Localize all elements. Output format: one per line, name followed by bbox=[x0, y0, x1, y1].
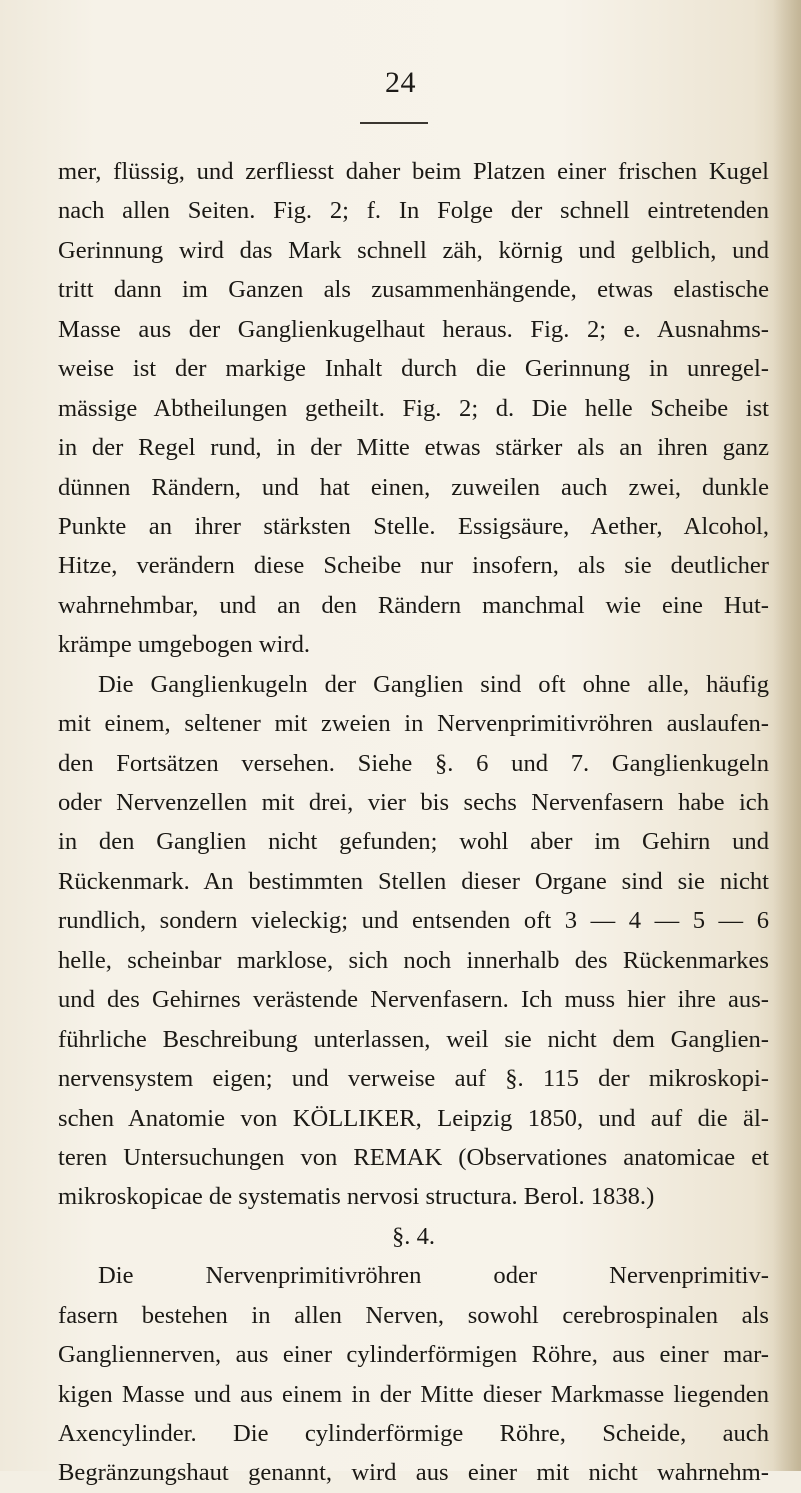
page-number-rule bbox=[360, 122, 428, 124]
paragraph-3 bbox=[58, 1256, 769, 1493]
text-line: dünnen Rändern, und hat einen, zuweilen auch zwei, dunkle bbox=[58, 473, 769, 501]
text-line: wahrnehmbar, und an den Rändern manchmal wie eine Hut- bbox=[58, 591, 769, 619]
text-line: Gangliennerven, aus einer cylinderförmigen Röhre, aus einer mar- bbox=[58, 1341, 769, 1369]
text-line: mässige Abtheilungen getheilt. Fig. 2; d. Die helle Scheibe ist bbox=[58, 394, 769, 422]
text-line: mit einem, seltener mit zweien in Nervenprimitivröhren auslaufen- bbox=[58, 710, 769, 738]
text-line: fasern bestehen in allen Nerven, sowohl cerebrospinalen als bbox=[58, 1301, 769, 1329]
text-line: führliche Beschreibung unterlassen, weil sie nicht dem Ganglien- bbox=[58, 1025, 769, 1053]
text-line: oder Nervenzellen mit drei, vier bis sechs Nervenfasern habe ich bbox=[58, 789, 769, 816]
text-line: tritt dann im Ganzen als zusammenhängende, etwas elastische bbox=[58, 276, 769, 304]
page-edge-shadow bbox=[773, 0, 801, 1471]
text-line: nach allen Seiten. Fig. 2; f. In Folge der schnell eintretenden bbox=[58, 197, 769, 225]
text-line: Punkte an ihrer stärksten Stelle. Essigsäure, Aether, Alcohol, bbox=[58, 512, 769, 540]
text-line: den Fortsätzen versehen. Siehe §. 6 und 7. Ganglienkugeln bbox=[58, 749, 769, 777]
text-line: Gerinnung wird das Mark schnell zäh, körnig und gelblich, und bbox=[58, 236, 769, 264]
page-number: 24 bbox=[385, 66, 416, 99]
text-line: Rückenmark. An bestimmten Stellen dieser Organe sind sie nicht bbox=[58, 867, 769, 895]
page-body bbox=[58, 152, 769, 1493]
text-line: und des Gehirnes verästende Nervenfasern. Ich muss hier ihre aus- bbox=[58, 986, 769, 1014]
text-line: Masse aus der Ganglienkugelhaut heraus. Fig. 2; e. Ausnahms- bbox=[58, 315, 769, 343]
text-line: kigen Masse und aus einem in der Mitte dieser Markmasse liegenden bbox=[58, 1380, 769, 1408]
text-line: Die Ganglienkugeln der Ganglien sind oft ohne alle, häufig bbox=[98, 670, 769, 698]
text-line: nervensystem eigen; und verweise auf §. 115 der mikroskopi- bbox=[58, 1065, 769, 1093]
text-line: rundlich, sondern vieleckig; und entsenden oft 3 — 4 — 5 — 6 bbox=[58, 907, 769, 935]
section-heading: §. 4. bbox=[391, 1222, 436, 1250]
text-line: in den Ganglien nicht gefunden; wohl aber im Gehirn und bbox=[58, 828, 769, 856]
text-line: teren Untersuchungen von REMAK (Observationes anatomicae et bbox=[58, 1143, 769, 1171]
text-line: in der Regel rund, in der Mitte etwas stärker als an ihren ganz bbox=[58, 434, 769, 462]
text-line: schen Anatomie von KÖLLIKER, Leipzig 1850, und auf die äl- bbox=[58, 1104, 769, 1132]
text-line: Begränzungshaut genannt, wird aus einer mit nicht wahrnehm- bbox=[58, 1459, 769, 1487]
paragraph-2 bbox=[58, 665, 769, 1217]
text-line: krämpe umgebogen wird. bbox=[58, 631, 311, 659]
text-line: Die Nervenprimitivröhren oder Nervenprimitiv- bbox=[98, 1262, 769, 1290]
text-line: weise ist der markige Inhalt durch die Gerinnung in unregel- bbox=[58, 355, 769, 383]
paragraph-1 bbox=[58, 152, 769, 665]
text-line: Hitze, verändern diese Scheibe nur insofern, als sie deutlicher bbox=[58, 552, 769, 580]
text-line: mer, flüssig, und zerfliesst daher beim Platzen einer frischen Kugel bbox=[58, 158, 769, 185]
text-line: mikroskopicae de systematis nervosi structura. Berol. 1838.) bbox=[58, 1183, 655, 1211]
text-line: helle, scheinbar marklose, sich noch innerhalb des Rückenmarkes bbox=[58, 946, 769, 974]
text-line: Axencylinder. Die cylinderförmige Röhre, Scheide, auch bbox=[58, 1420, 769, 1447]
